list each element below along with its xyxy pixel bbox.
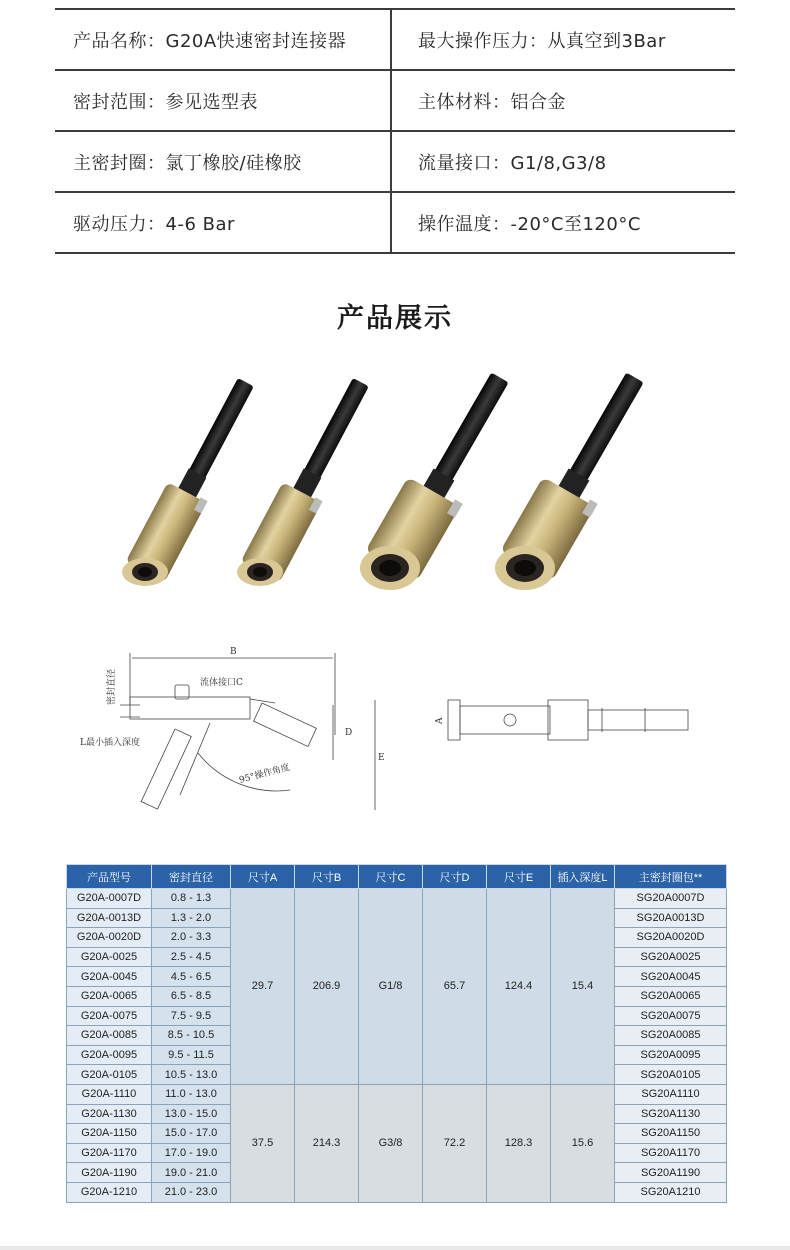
seal-package-cell: SG20A1150 (615, 1124, 727, 1144)
seal-diameter-label: 密封直径 (107, 668, 117, 705)
dim-b-cell: 206.9 (295, 889, 359, 1085)
bottom-divider (0, 1246, 790, 1250)
seal-range-cell: 10.5 - 13.0 (152, 1065, 231, 1085)
seal-package-cell: SG20A1170 (615, 1143, 727, 1163)
spec-row (55, 69, 735, 130)
product-photo-1 (122, 372, 265, 586)
seal-range-cell: 4.5 - 6.5 (152, 967, 231, 987)
depth-l-cell: 15.6 (551, 1084, 615, 1202)
seal-range-cell: 21.0 - 23.0 (152, 1182, 231, 1202)
model-cell: G20A-0020D (67, 928, 152, 948)
model-cell: G20A-0013D (67, 908, 152, 928)
top-view-drawing (430, 688, 705, 758)
min-depth-label: L最小插入深度 (80, 738, 140, 748)
section-title: 产品展示 (337, 303, 453, 334)
column-header: 尺寸B (295, 865, 359, 889)
model-cell: G20A-1130 (67, 1104, 152, 1124)
size-table-header (67, 865, 727, 889)
model-cell: G20A-1170 (67, 1143, 152, 1163)
seal-package-cell: SG20A0065 (615, 986, 727, 1006)
seal-package-cell: SG20A0075 (615, 1006, 727, 1026)
column-header: 插入深度L (551, 865, 615, 889)
seal-package-cell: SG20A0020D (615, 928, 727, 948)
spec-row (55, 130, 735, 191)
model-cell: G20A-0025 (67, 947, 152, 967)
model-cell: G20A-0105 (67, 1065, 152, 1085)
dim-e-label: E (378, 753, 385, 763)
seal-package-cell: SG20A0095 (615, 1045, 727, 1065)
product-photos (100, 360, 700, 600)
dim-b-label: B (230, 647, 237, 657)
seal-package-cell: SG20A1110 (615, 1084, 727, 1104)
seal-range-cell: 19.0 - 21.0 (152, 1163, 231, 1183)
model-cell: G20A-1190 (67, 1163, 152, 1183)
model-cell: G20A-0065 (67, 986, 152, 1006)
angle-label: 95°操作角度 (238, 762, 291, 786)
model-cell: G20A-0007D (67, 889, 152, 909)
seal-range-cell: 6.5 - 8.5 (152, 986, 231, 1006)
side-view-drawing (80, 645, 390, 830)
seal-range-cell: 1.3 - 2.0 (152, 908, 231, 928)
dim-d-cell: 65.7 (423, 889, 487, 1085)
dim-c-cell: G1/8 (359, 889, 423, 1085)
seal-package-cell: SG20A1190 (615, 1163, 727, 1183)
dim-d-label: D (345, 728, 353, 738)
model-cell: G20A-0095 (67, 1045, 152, 1065)
spec-drive-pressure: 驱动压力：4-6 Bar (55, 193, 392, 252)
seal-package-cell: SG20A0085 (615, 1026, 727, 1046)
seal-range-cell: 13.0 - 15.0 (152, 1104, 231, 1124)
spec-main-seal: 主密封圈：氯丁橡胶/硅橡胶 (55, 132, 392, 191)
seal-package-cell: SG20A1210 (615, 1182, 727, 1202)
model-cell: G20A-1210 (67, 1182, 152, 1202)
seal-package-cell: SG20A0007D (615, 889, 727, 909)
column-header: 主密封圈包** (615, 865, 727, 889)
table-row (67, 889, 727, 909)
seal-package-cell: SG20A0025 (615, 947, 727, 967)
spec-flow-port: 流量接口：G1/8,G3/8 (418, 152, 607, 174)
spec-max-pressure: 最大操作压力：从真空到3Bar (418, 30, 666, 52)
column-header: 尺寸D (423, 865, 487, 889)
seal-range-cell: 2.5 - 4.5 (152, 947, 231, 967)
seal-package-cell: SG20A0105 (615, 1065, 727, 1085)
dim-c-cell: G3/8 (359, 1084, 423, 1202)
depth-l-cell: 15.4 (551, 889, 615, 1085)
dim-a-cell: 29.7 (231, 889, 295, 1085)
spec-row (55, 8, 735, 69)
spec-seal-range: 密封范围：参见选型表 (55, 71, 392, 130)
dim-a-label: A (435, 717, 445, 724)
model-cell: G20A-1150 (67, 1124, 152, 1144)
seal-range-cell: 9.5 - 11.5 (152, 1045, 231, 1065)
model-cell: G20A-0085 (67, 1026, 152, 1046)
column-header: 尺寸A (231, 865, 295, 889)
fluid-port-label: 流体接口C (200, 678, 243, 688)
seal-range-cell: 2.0 - 3.3 (152, 928, 231, 948)
dim-b-cell: 214.3 (295, 1084, 359, 1202)
model-cell: G20A-0075 (67, 1006, 152, 1026)
seal-package-cell: SG20A1130 (615, 1104, 727, 1124)
spec-temperature: 操作温度：-20°C至120°C (418, 213, 641, 235)
seal-package-cell: SG20A0013D (615, 908, 727, 928)
seal-range-cell: 15.0 - 17.0 (152, 1124, 231, 1144)
table-row (67, 1084, 727, 1104)
model-cell: G20A-1110 (67, 1084, 152, 1104)
seal-range-cell: 7.5 - 9.5 (152, 1006, 231, 1026)
column-header: 密封直径 (152, 865, 231, 889)
product-photo-4 (495, 362, 662, 590)
column-header: 尺寸E (487, 865, 551, 889)
spec-body-material: 主体材料：铝合金 (418, 91, 566, 113)
seal-range-cell: 8.5 - 10.5 (152, 1026, 231, 1046)
dim-e-cell: 124.4 (487, 889, 551, 1085)
spec-row (55, 191, 735, 254)
size-table (66, 864, 727, 1203)
seal-package-cell: SG20A0045 (615, 967, 727, 987)
seal-range-cell: 11.0 - 13.0 (152, 1084, 231, 1104)
dim-a-cell: 37.5 (231, 1084, 295, 1202)
model-cell: G20A-0045 (67, 967, 152, 987)
column-header: 尺寸C (359, 865, 423, 889)
dim-d-cell: 72.2 (423, 1084, 487, 1202)
column-header: 产品型号 (67, 865, 152, 889)
product-photo-2 (237, 372, 380, 586)
dim-e-cell: 128.3 (487, 1084, 551, 1202)
seal-range-cell: 17.0 - 19.0 (152, 1143, 231, 1163)
spec-product-name: 产品名称：G20A快速密封连接器 (55, 10, 392, 69)
spec-table (55, 8, 735, 254)
seal-range-cell: 0.8 - 1.3 (152, 889, 231, 909)
